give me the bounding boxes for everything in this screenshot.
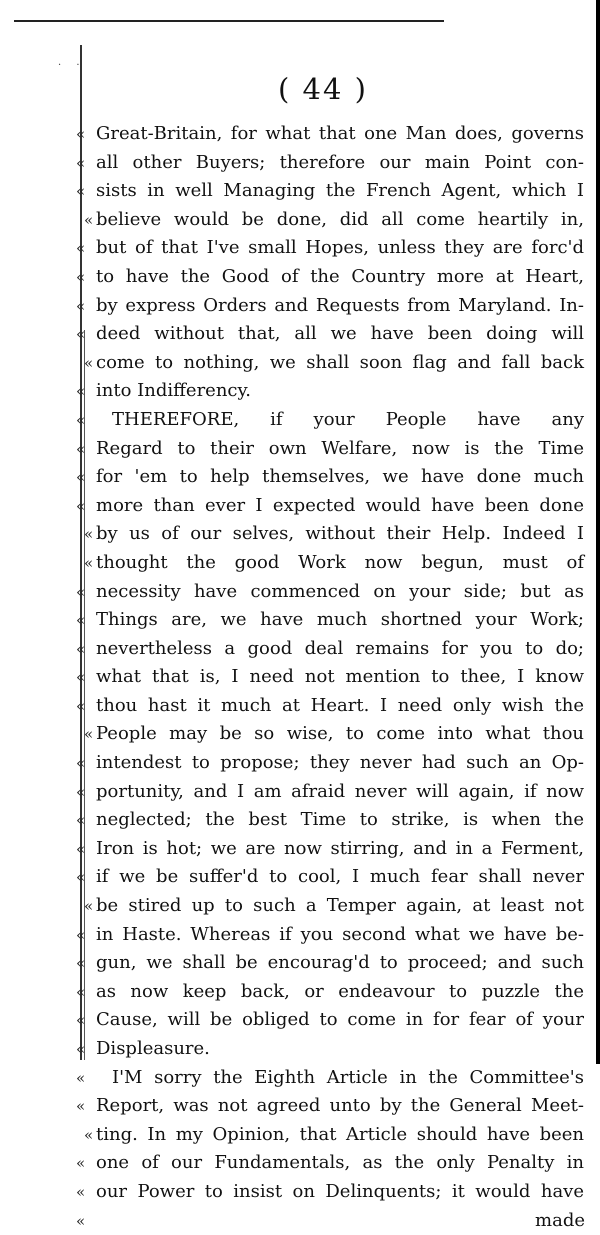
margin-mark: « xyxy=(76,982,86,1001)
text-line xyxy=(0,406,600,435)
margin-mark: « xyxy=(76,1154,86,1173)
line-text: if we be suffer'd to cool, I much fear shall never xyxy=(96,866,584,888)
text-line xyxy=(0,749,600,778)
text-line xyxy=(0,234,600,263)
text-line xyxy=(0,435,600,464)
text-line xyxy=(0,1121,600,1150)
text-line xyxy=(0,606,600,635)
text-line xyxy=(0,349,600,378)
line-text: Things are, we have much shortned your Work; xyxy=(96,609,584,631)
margin-mark: « xyxy=(84,725,94,744)
margin-mark: « xyxy=(76,639,86,658)
margin-mark: « xyxy=(76,496,86,515)
margin-mark: « xyxy=(76,668,86,687)
margin-specks: · · xyxy=(58,60,86,71)
line-text: Report, was not agreed unto by the General Meet- xyxy=(96,1095,584,1117)
line-text: ting. In my Opinion, that Article should have been xyxy=(96,1123,584,1145)
margin-mark: « xyxy=(76,1182,86,1201)
margin-mark: « xyxy=(76,1097,86,1116)
margin-mark: « xyxy=(76,296,86,315)
line-text: portunity, and I am afraid never will again, if now xyxy=(96,780,584,802)
line-text: made xyxy=(535,1209,585,1231)
margin-mark: « xyxy=(76,1211,86,1230)
text-line xyxy=(0,892,600,921)
line-text: one of our Fundamentals, as the only Penalty in xyxy=(96,1152,584,1174)
margin-mark: « xyxy=(84,1125,94,1144)
text-line xyxy=(0,263,600,292)
line-text: more than ever I expected would have been done xyxy=(96,494,584,516)
line-text: thought the good Work now begun, must of xyxy=(96,551,584,573)
text-line xyxy=(0,292,600,321)
line-text: deed without that, all we have been doing will xyxy=(96,323,584,345)
line-text: intendest to propose; they never had such an Op- xyxy=(96,752,584,774)
line-text: gun, we shall be encourag'd to proceed; and such xyxy=(96,952,584,974)
margin-mark: « xyxy=(76,1040,86,1058)
text-line xyxy=(0,692,600,721)
margin-mark: « xyxy=(76,582,86,601)
line-text: THEREFORE, if your People have any xyxy=(112,408,584,430)
line-text: nevertheless a good deal remains for you to do; xyxy=(96,637,584,659)
text-line xyxy=(0,635,600,664)
line-text: thou hast it much at Heart. I need only wish the xyxy=(96,694,584,716)
text-line xyxy=(0,921,600,950)
margin-mark: « xyxy=(76,811,86,830)
text-line xyxy=(0,520,600,549)
text-line xyxy=(0,720,600,749)
text-line xyxy=(0,492,600,521)
margin-mark: « xyxy=(84,353,94,372)
top-rule xyxy=(14,20,444,22)
line-text: by express Orders and Requests from Maryland. In- xyxy=(96,294,584,316)
margin-mark: « xyxy=(76,925,86,944)
text-line xyxy=(0,1149,600,1178)
line-text: Great-Britain, for what that one Man does, governs xyxy=(96,123,584,144)
margin-mark: « xyxy=(76,696,86,715)
line-text: believe would be done, did all come heartily in, xyxy=(96,208,584,230)
text-line xyxy=(0,1006,600,1035)
text-line xyxy=(0,377,600,406)
line-text: to have the Good of the Country more at Heart, xyxy=(96,265,584,287)
text-line xyxy=(0,177,600,206)
text-line xyxy=(0,663,600,692)
line-text: necessity have commenced on your side; but as xyxy=(96,580,584,602)
margin-mark: « xyxy=(76,439,86,458)
margin-mark: « xyxy=(76,868,86,887)
line-text: all other Buyers; therefore our main Point con- xyxy=(96,151,584,173)
margin-mark: « xyxy=(76,954,86,973)
line-text: as now keep back, or endeavour to puzzle the xyxy=(96,980,584,1002)
line-text: be stired up to such a Temper again, at least not xyxy=(96,895,584,917)
line-text: neglected; the best Time to strike, is when the xyxy=(96,809,584,831)
line-text: for 'em to help themselves, we have done much xyxy=(96,466,584,488)
text-line xyxy=(0,835,600,864)
line-text: I'M sorry the Eighth Article in the Committee's xyxy=(112,1066,584,1088)
margin-mark: « xyxy=(84,210,94,229)
text-line xyxy=(0,149,600,178)
text-line xyxy=(0,1207,600,1235)
margin-mark: « xyxy=(76,410,86,429)
line-text: Cause, will be obliged to come in for fear of your xyxy=(96,1009,584,1031)
margin-mark: « xyxy=(76,782,86,801)
margin-mark: « xyxy=(84,897,94,916)
margin-mark: « xyxy=(76,382,86,401)
text-line xyxy=(0,320,600,349)
text-line xyxy=(0,1092,600,1121)
margin-mark: « xyxy=(76,182,86,201)
line-text: but of that I've small Hopes, unless they are forc'd xyxy=(96,237,584,259)
line-text: our Power to insist on Delinquents; it would have xyxy=(96,1180,584,1202)
text-line xyxy=(0,549,600,578)
margin-mark: « xyxy=(76,325,86,344)
line-text: Regard to their own Welfare, now is the Time xyxy=(96,437,584,459)
margin-mark: « xyxy=(76,611,86,630)
text-line xyxy=(0,806,600,835)
margin-mark: « xyxy=(76,125,86,143)
margin-mark: « xyxy=(84,553,94,572)
text-line xyxy=(0,949,600,978)
text-line xyxy=(0,206,600,235)
line-text: People may be so wise, to come into what thou xyxy=(96,723,584,745)
margin-mark: « xyxy=(76,267,86,286)
margin-mark: « xyxy=(76,754,86,773)
margin-mark: « xyxy=(84,525,94,544)
line-text: Iron is hot; we are now stirring, and in a Ferment, xyxy=(96,837,584,859)
margin-mark: « xyxy=(76,1011,86,1030)
body-text xyxy=(0,120,600,1235)
margin-mark: « xyxy=(76,1068,86,1087)
text-line xyxy=(0,578,600,607)
line-text: in Haste. Whereas if you second what we have be- xyxy=(96,923,584,945)
margin-mark: « xyxy=(76,239,86,258)
text-line xyxy=(0,1035,600,1064)
text-line xyxy=(0,778,600,807)
line-text: sists in well Managing the French Agent, which I xyxy=(96,180,584,202)
text-line xyxy=(0,1064,600,1093)
line-text: into Indifferency. xyxy=(96,380,251,402)
line-text: Displeasure. xyxy=(96,1038,210,1059)
margin-mark: « xyxy=(76,839,86,858)
line-text: come to nothing, we shall soon flag and fall back xyxy=(96,351,584,373)
page-number: ( 44 ) xyxy=(278,72,368,106)
text-line xyxy=(0,863,600,892)
text-line xyxy=(0,1178,600,1207)
text-line xyxy=(0,120,600,149)
margin-mark: « xyxy=(76,468,86,487)
text-line xyxy=(0,978,600,1007)
line-text: by us of our selves, without their Help. Indeed I xyxy=(96,523,584,545)
text-line xyxy=(0,463,600,492)
line-text: what that is, I need not mention to thee, I know xyxy=(96,666,584,688)
margin-mark: « xyxy=(76,153,86,172)
